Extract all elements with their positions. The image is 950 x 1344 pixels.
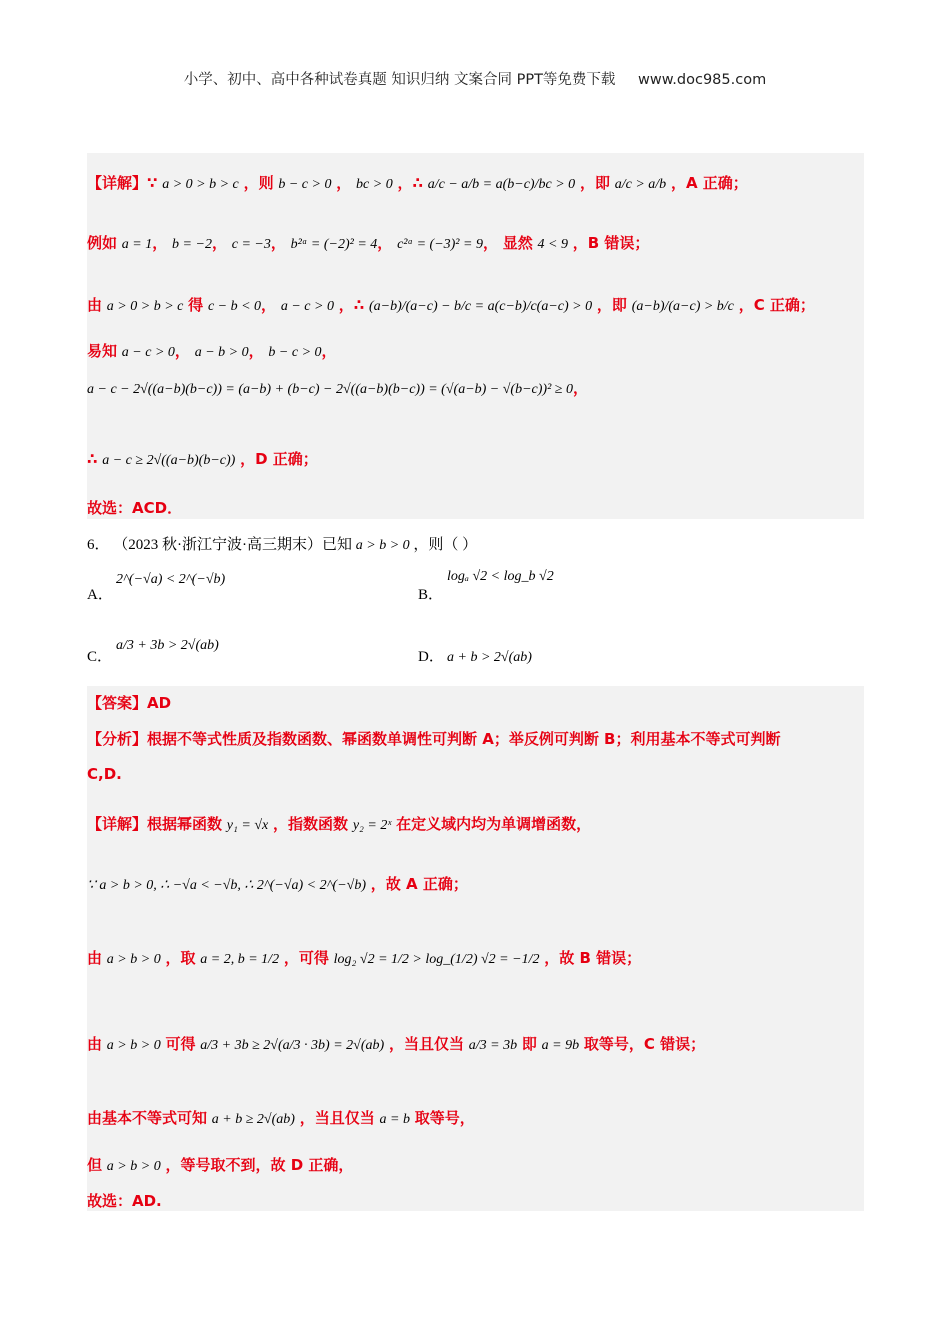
analysis-line-2: C,D. xyxy=(87,765,122,783)
option-d-label: D． xyxy=(418,649,444,665)
detail2-line-f: 但 a > b > 0 ，等号取不到，故 D 正确， xyxy=(87,1156,354,1174)
option-a-label: A． xyxy=(87,587,113,603)
option-c-math: a/3 + 3b > 2√(ab) xyxy=(116,638,219,653)
detail-line-b: 例如 a = 1， b = −2， c = −3， b²ᵃ = (−2)² = 4， c²ᵃ = (−3)² = 9， 显然 4 < 9 ，B 错误； xyxy=(87,234,650,252)
detail-line-a: 【详解】∵ a > 0 > b > c ，则 b − c > 0 ， bc > 0 ，∴ a/c − a/b = a(b−c)/bc > 0 ，即 a/c > a/b ，A 正确； xyxy=(87,174,748,192)
option-a-math: 2^(−√a) < 2^(−√b) xyxy=(116,572,226,587)
option-d-math: a + b > 2√(ab) xyxy=(447,650,532,665)
header-url[interactable]: www.doc985.com xyxy=(638,72,767,88)
page-header xyxy=(0,68,950,89)
detail2-line-d: 由 a > b > 0 可得 a/3 + 3b ≥ 2√(a/3 · 3b) = 2√(ab) ，当且仅当 a/3 = 3b 即 a = 9b 取等号，C 错误； xyxy=(87,1035,706,1053)
answer-line: 【答案】AD xyxy=(87,694,172,712)
detail2-line-g: 故选：AD. xyxy=(87,1192,162,1210)
detail2-line-c: 由 a > b > 0 ，取 a = 2, b = 1/2 ，可得 log₂ √2 = 1/2 > log_(1/2) √2 = −1/2 ，故 B 错误； xyxy=(87,949,642,967)
header-text: 小学、初中、高中各种试卷真题 知识归纳 文案合同 PPT等免费下载 xyxy=(183,72,616,88)
detail2-line-b: ∵ a > b > 0, ∴ −√a < −√b, ∴ 2^(−√a) < 2^(−√b) ，故 A 正确； xyxy=(87,875,468,893)
detail-line-d: 易知 a − c > 0， a − b > 0， b − c > 0， xyxy=(87,342,337,360)
detail-line-g: 故选：ACD． xyxy=(87,499,183,517)
option-b-label: B． xyxy=(418,587,444,603)
detail-line-e: a − c − 2√((a−b)(b−c)) = (a−b) + (b−c) − 2√((a−b)(b−c)) = (√(a−b) − √(b−c))² ≥ 0， xyxy=(87,379,588,397)
question-stem: 6． （2023 秋·浙江宁波·高三期末）已知 a > b > 0 ，则（ ） xyxy=(87,537,478,553)
detail2-line-a: 【详解】根据幂函数 y₁ = √x ，指数函数 y₂ = 2ˣ 在定义域内均为单调增函数， xyxy=(87,815,592,833)
option-b-math: logₐ √2 < log_b √2 xyxy=(447,569,554,584)
detail-line-f: ∴ a − c ≥ 2√((a−b)(b−c)) ，D 正确； xyxy=(87,450,318,468)
option-c-label: C． xyxy=(87,649,113,665)
analysis-line-1: 【分析】根据不等式性质及指数函数、幂函数单调性可判断 A；举反例可判断 B；利用基本不等式可判断 xyxy=(87,730,781,748)
detail-line-c: 由 a > 0 > b > c 得 c − b < 0， a − c > 0 ，∴ (a−b)/(a−c) − b/c = a(c−b)/c(a−c) > 0 ，即 (a−b)/(a−c) > b/c ，C 正确； xyxy=(87,296,815,314)
detail2-line-e: 由基本不等式可知 a + b ≥ 2√(ab) ，当且仅当 a = b 取等号， xyxy=(87,1109,475,1127)
